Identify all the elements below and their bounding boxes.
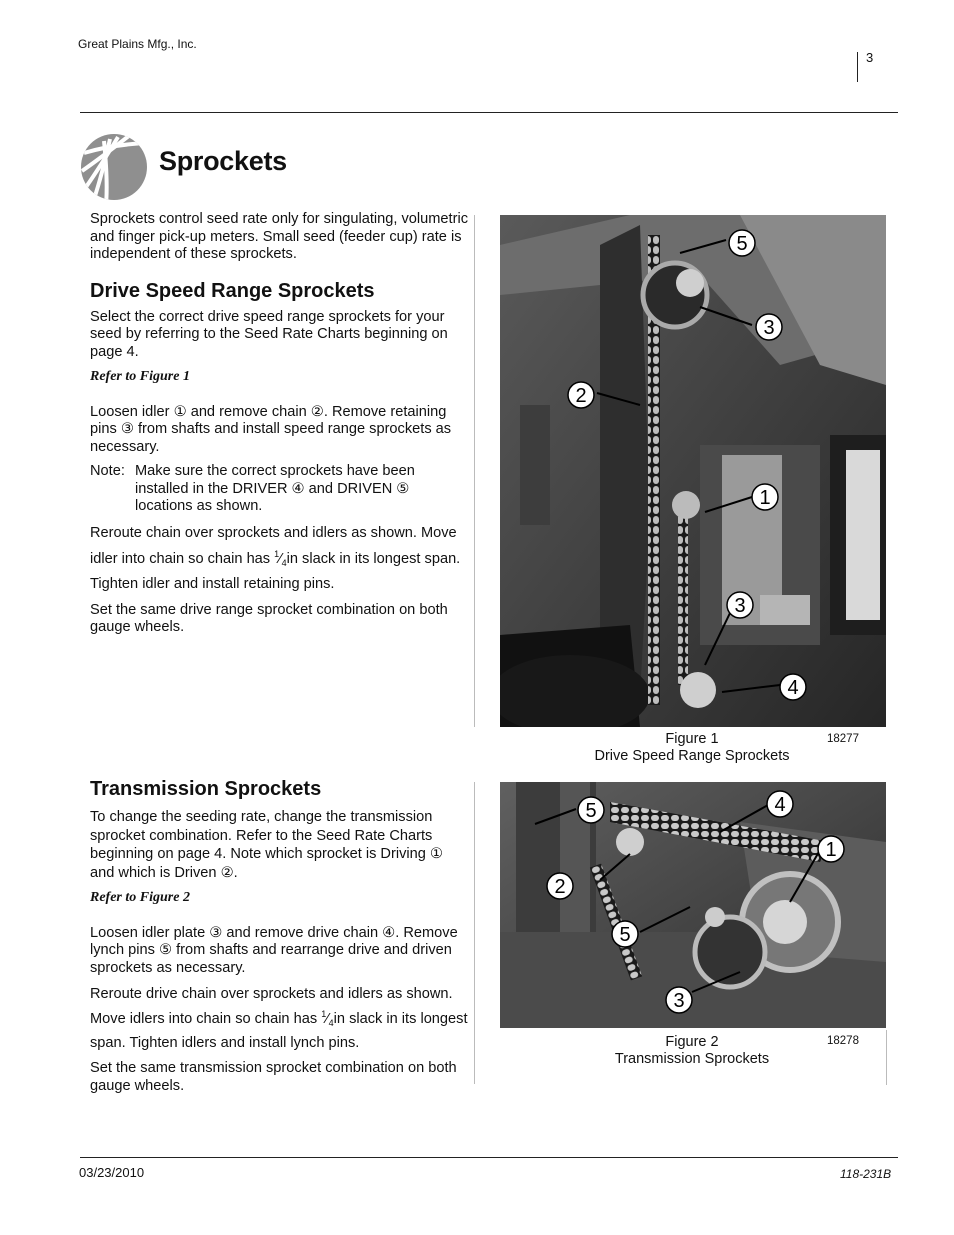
drive-paragraph-1: Select the correct drive speed range sprockets for your seed by referring to the Seed Rate Charts beginning on page 4. [90, 308, 448, 360]
transmission-paragraph-2: Loosen idler plate ③ and remove drive chain ④. Remove lynch pins ⑤ from shafts and rearrange drive and driven sprockets as necessary. [90, 924, 458, 976]
figure-2-label: Figure 2 [665, 1034, 719, 1050]
section-title: Sprockets [159, 146, 287, 176]
svg-text:4: 4 [774, 794, 786, 816]
transmission-refer-figure: Refer to Figure 2 [90, 890, 190, 905]
drive-note [90, 463, 468, 516]
drive-paragraph-3: Reroute chain over sprockets and idlers as shown. Move idler into chain so chain has $^1⁄_4in$ slack in its longest span. Tighten idler and install retaining pins. [90, 524, 461, 592]
svg-text:4: 4 [787, 677, 799, 699]
svg-text:1: 1 [759, 487, 771, 509]
transmission-paragraph-1: To change the seeding rate, change the transmission sprocket combination. Refer to the Seed Rate Charts beginning on page 4. Note which sprocket is Driving ① and which is Driven ②. [90, 809, 443, 881]
note-label: Note: [90, 463, 125, 479]
transmission-paragraph-3: Reroute drive chain over sprockets and idlers as shown. Move idlers into chain so chain has $^1⁄_4in$ slack in its longest span. Tighten idlers and install lynch pins. [90, 986, 468, 1051]
svg-text:3: 3 [734, 595, 746, 617]
figure-1-label: Figure 1 [665, 731, 719, 747]
figure-2-caption [560, 1034, 824, 1068]
callout-marker [576, 795, 606, 825]
svg-text:2: 2 [554, 876, 566, 898]
callout-marker [610, 919, 640, 949]
page-number: 3 [866, 50, 874, 65]
svg-text:5: 5 [619, 924, 631, 946]
brand-stripe-logo-icon [80, 131, 148, 203]
fraction-denominator: 4 [328, 1018, 334, 1028]
callout-marker [566, 380, 596, 410]
svg-text:5: 5 [585, 800, 597, 822]
callout-marker [765, 789, 795, 819]
intro-paragraph: Sprockets control seed rate only for singulating, volumetric and finger pick-up meters. Small seed (feeder cup) rate is independent of these sprockets. [90, 211, 468, 262]
svg-text:3: 3 [763, 317, 775, 339]
drive-p3-part-a: Reroute chain over sprockets and idlers as shown. Move idler into chain so chain has [90, 524, 457, 567]
figure-frame-edge [886, 1030, 887, 1085]
svg-text:2: 2 [575, 385, 587, 407]
fraction-numerator: 1 [274, 548, 280, 559]
fraction-denominator: 4 [281, 557, 287, 568]
svg-text:5: 5 [736, 233, 748, 255]
drive-paragraph-2: Loosen idler ① and remove chain ②. Remove retaining pins ③ from shafts and install speed range sprockets as necessary. [90, 403, 452, 455]
transmission-p3-part-b: in slack in its longest span. Tighten idlers and install lynch pins. [90, 1011, 468, 1051]
callout-marker [725, 590, 755, 620]
figure-1-photo [500, 215, 886, 727]
footer-rule [80, 1157, 898, 1158]
svg-text:3: 3 [673, 990, 685, 1012]
column-divider [474, 782, 475, 1084]
transmission-text-column [90, 778, 468, 1102]
footer-date: 03/23/2010 [79, 1165, 145, 1180]
header-rule [80, 112, 898, 113]
transmission-heading: Transmission Sprockets [90, 778, 322, 800]
figure-1-title: Drive Speed Range Sprockets [594, 748, 790, 764]
fraction-numerator: 1 [321, 1009, 327, 1019]
transmission-paragraph-4: Set the same transmission sprocket combination on both gauge wheels. [90, 1060, 457, 1094]
figure-1-caption [560, 731, 824, 765]
callout-marker [778, 672, 808, 702]
figure-1-code: 18277 [827, 733, 859, 745]
callout-marker [750, 482, 780, 512]
callout-marker [664, 985, 694, 1015]
drive-paragraph-4: Set the same drive range sprocket combination on both gauge wheels. [90, 601, 448, 635]
footer-doc-number: 118-231B [840, 1167, 892, 1181]
callout-marker [754, 312, 784, 342]
company-name: Great Plains Mfg., Inc. [78, 37, 197, 51]
page-number-divider [857, 52, 858, 82]
svg-text:1: 1 [825, 839, 837, 861]
drive-text-column [90, 211, 468, 644]
callout-marker [545, 871, 575, 901]
drive-p3-part-b: in slack in its longest span. Tighten idler and install retaining pins. [90, 550, 461, 592]
column-divider [474, 215, 475, 727]
drive-refer-figure: Refer to Figure 1 [90, 369, 190, 384]
callout-marker [816, 834, 846, 864]
callout-marker [727, 228, 757, 258]
transmission-p3-part-a: Reroute drive chain over sprockets and idlers as shown. Move idlers into chain so chain has [90, 986, 453, 1027]
note-text: Make sure the correct sprockets have been installed in the DRIVER ④ and DRIVEN ⑤ locations as shown. [135, 463, 415, 514]
figure-2-title: Transmission Sprockets [614, 1051, 770, 1067]
figure-2-code: 18278 [827, 1035, 859, 1047]
drive-heading: Drive Speed Range Sprockets [90, 279, 375, 302]
